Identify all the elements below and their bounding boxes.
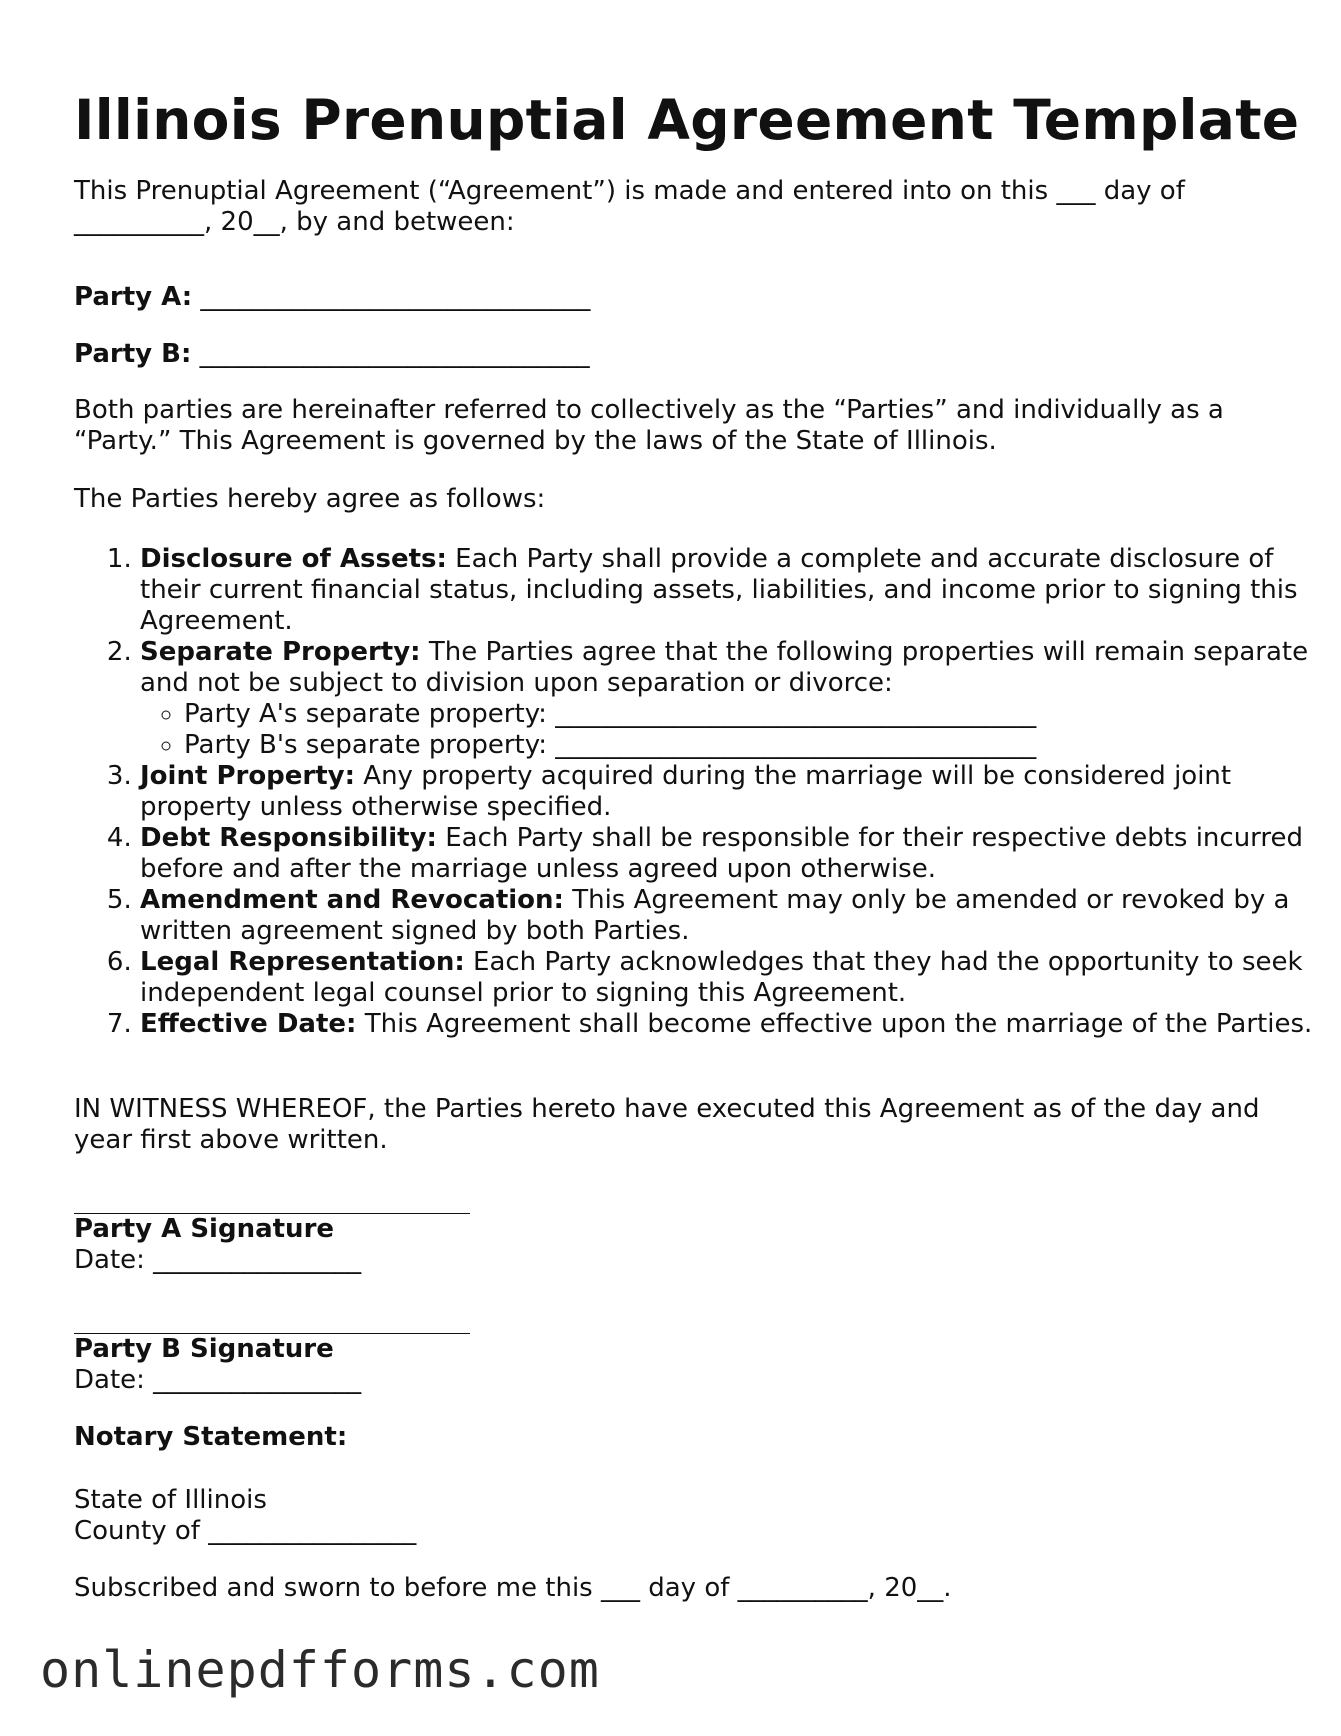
term-text: The Parties agree that the following properties will remain separate and not be subject to division upon separation or divorce: [140,637,1309,698]
notary-heading: Notary Statement: [74,1422,348,1452]
separate-property-item: ◦ Party B's separate property: _____________________________________ [184,730,1340,761]
separate-property-list [140,699,1340,761]
party-a-signature-label: Party A Signature [74,1214,335,1244]
party-b-signature-label: Party B Signature [74,1334,334,1364]
notary-county: County of ________________ [74,1516,417,1546]
term-text: Each Party shall be responsible for their respective debts incurred before and after the marriage unless agreed upon otherwise. [140,823,1304,884]
party-a-label: Party A: [74,282,193,312]
term-item [140,947,1340,1009]
term-heading: Separate Property: [140,637,421,667]
term-heading: Effective Date: [140,1009,357,1039]
term-item [140,544,1340,637]
term-heading: Disclosure of Assets: [140,544,447,574]
party-a-blank: ______________________________ [200,282,591,312]
notary-sworn-statement: Subscribed and sworn to before me this ___ day of __________, 20__. [74,1573,952,1603]
party-a-date: Date: ________________ [74,1245,362,1275]
term-item [140,761,1340,823]
document-title: Illinois Prenuptial Agreement Template [74,88,1300,152]
party-b-blank: ______________________________ [199,339,590,369]
term-heading: Legal Representation: [140,947,465,977]
term-item [140,1009,1340,1040]
party-a-line [74,282,1264,313]
term-text: Any property acquired during the marriage will be considered joint property unless otherwise specified. [140,761,1232,822]
term-text: This Agreement may only be amended or revoked by a written agreement signed by both Parties. [140,885,1290,946]
term-text: This Agreement shall become effective upon the marriage of the Parties. [356,1009,1313,1039]
separate-property-item: ◦ Party A's separate property: _____________________________________ [184,699,1340,730]
notary-state: State of Illinois [74,1485,267,1515]
term-heading: Debt Responsibility: [140,823,437,853]
party-b-label: Party B: [74,339,192,369]
term-item [140,823,1340,885]
term-text: Each Party acknowledges that they had the opportunity to seek independent legal counsel prior to signing this Agreement. [140,947,1303,1008]
party-b-date: Date: ________________ [74,1365,362,1395]
witness-paragraph: IN WITNESS WHEREOF, the Parties hereto have executed this Agreement as of the day and year first above written. [74,1094,1260,1155]
watermark-logo: onlinepdfforms.com [40,1641,600,1699]
agree-intro: The Parties hereby agree as follows: [74,484,546,514]
term-heading: Joint Property: [140,761,356,791]
parties-definition: Both parties are hereinafter referred to collectively as the “Parties” and individually as a “Party.” This Agreement is governed by the laws of the State of Illinois. [74,395,1224,456]
intro-paragraph: This Prenuptial Agreement (“Agreement”) is made and entered into on this ___ day of __________, 20__, by and between: [74,176,1185,237]
party-b-line [74,339,1264,370]
terms-list [74,544,1340,1040]
term-item [140,637,1340,761]
term-item [140,885,1340,947]
term-heading: Amendment and Revocation: [140,885,564,915]
term-text: Each Party shall provide a complete and accurate disclosure of their current financial status, including assets, liabilities, and income prior to signing this Agreement. [140,544,1298,636]
